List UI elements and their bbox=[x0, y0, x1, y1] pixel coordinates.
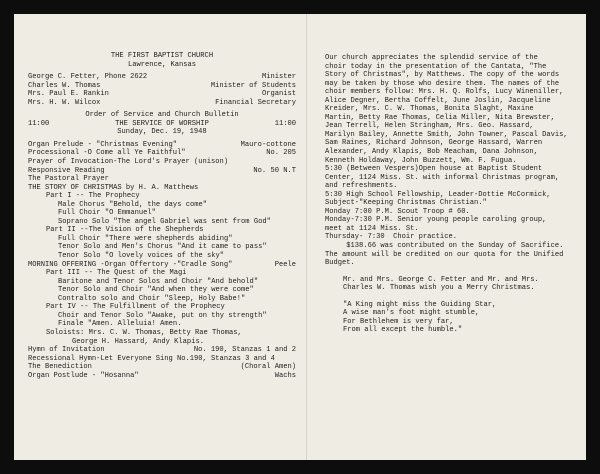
program-item bbox=[28, 303, 296, 312]
program-item bbox=[28, 192, 296, 201]
program-item-text: THE STORY OF CHRISTMAS by H. A. Matthews bbox=[28, 183, 199, 192]
program-item bbox=[28, 201, 296, 210]
service-time-right: 11:00 bbox=[274, 119, 296, 128]
announcement-line: Alexander, Andy Klapis, Bob Meacham, Dana Johnson, bbox=[325, 148, 538, 157]
greeting-line: Charles W. Thomas wish you a Merry Christmas. bbox=[343, 284, 535, 293]
program-item-ref: Peele bbox=[274, 260, 296, 269]
announcement-line: Story of Christmas", by Matthews. The copy of the words bbox=[325, 71, 560, 80]
staff-row bbox=[28, 90, 296, 99]
program-item-text: Part II --The Vision of the Shepherds bbox=[46, 226, 204, 235]
announcement-line: Kenneth Holdaway, John Buzzett, Wm. F. Fugua. bbox=[325, 156, 517, 165]
program-item-ref: No. 50 N.T bbox=[253, 166, 296, 175]
announcement-line: choir members follow: Mrs. H. Q. Rolfs, Lucy Wineniller, bbox=[325, 88, 564, 97]
program-item-text: Part I -- The Prophecy bbox=[46, 192, 140, 201]
program-item bbox=[28, 338, 296, 347]
program-item bbox=[28, 286, 296, 295]
program-item-text: Hymn of Invitation bbox=[28, 346, 105, 355]
program-item bbox=[28, 312, 296, 321]
service-time-left: 11:00 bbox=[28, 119, 50, 128]
announcement-line: and refreshments. bbox=[325, 182, 398, 191]
program-item bbox=[28, 226, 296, 235]
program-item bbox=[28, 372, 296, 381]
program-item-text: Processional -O Come all Ye Faithful" bbox=[28, 149, 186, 158]
announcement-line: Kreider, Mrs. C. W. Thomas, Bonita Slaght, Maxine bbox=[325, 105, 534, 114]
church-name: THE FIRST BAPTIST CHURCH bbox=[110, 52, 214, 60]
announcement-line: Sam Raines, Richard Johnson, George Hassard, Warren bbox=[325, 139, 543, 148]
service-title-row bbox=[28, 120, 296, 129]
program-item-text: Tenor Solo "O lovely voices of the sky" bbox=[58, 252, 225, 261]
program-item bbox=[28, 235, 296, 244]
program-item bbox=[28, 346, 296, 355]
program-item-text: Full Choir "O Emmanuel" bbox=[58, 209, 156, 218]
program-item-ref: No. 190, Stanzas 1 and 2 bbox=[193, 346, 296, 355]
announcement-line: 5:30 (Between Vespers)Open house at Baptist Student bbox=[325, 165, 543, 174]
program-item-text: Male Chorus "Behold, the days come" bbox=[58, 200, 207, 209]
program-item-text: Prayer of Invocation-The Lord's Prayer (unison) bbox=[28, 158, 229, 167]
program-item-text: Soprano Solo "The angel Gabriel was sent from God" bbox=[58, 217, 271, 226]
announcement-line: Thursday- 7:30 Choir practice. bbox=[325, 233, 457, 242]
christmas-greeting bbox=[325, 276, 575, 293]
program-item bbox=[28, 320, 296, 329]
left-column bbox=[28, 52, 296, 380]
program-list bbox=[28, 141, 296, 380]
program-item-ref: Mauro-cottone bbox=[240, 140, 296, 149]
program-item-text: Full Choir "There were shepherds abiding" bbox=[58, 234, 233, 243]
staff-name: Mrs. Paul E. Rankin bbox=[28, 90, 109, 99]
program-item-text: MORNING OFFERING -Organ Offertory -"Cradle Song" bbox=[28, 260, 233, 269]
program-item bbox=[28, 149, 296, 158]
program-item-text: Responsive Reading bbox=[28, 166, 105, 175]
announcement-line: Our church appreciates the splendid service of the bbox=[325, 54, 538, 62]
program-item-text: Soloists: Mrs. C. W. Thomas, Betty Rae Thomas, bbox=[46, 328, 242, 337]
announcement-line: Monday-7:30 P.M. Senior young people caroling group, bbox=[325, 216, 547, 225]
announcement-line: $138.66 was contributed on the Sunday of Sacrifice. bbox=[325, 242, 564, 251]
program-item bbox=[28, 175, 296, 184]
announcement-line: Subject-"Keeping Christmas Christian." bbox=[325, 199, 487, 208]
program-item-text: Contralto solo and Choir "Sleep, Holy Babe!" bbox=[58, 294, 246, 303]
program-item-ref: No. 205 bbox=[266, 149, 296, 158]
poem-line: "A King might miss the Guiding Star, bbox=[343, 300, 497, 309]
poem-line: From all except the humble." bbox=[343, 326, 463, 335]
staff-name: Charles W. Thomas bbox=[28, 81, 101, 90]
program-item bbox=[28, 252, 296, 261]
announcement-line: meet at 1124 Miss. St. bbox=[325, 224, 419, 233]
poem-line: A wise man's foot might stumble, bbox=[343, 309, 480, 318]
announcement-line: Monday 7:00 P.M. Scout Troop # 60. bbox=[325, 207, 470, 216]
program-item bbox=[28, 261, 296, 270]
staff-row bbox=[28, 82, 296, 91]
announcement-line: Marilyn Bailey, Annette Smith, John Towner, Pascal Davis, bbox=[325, 130, 568, 139]
program-item bbox=[28, 141, 296, 150]
program-item bbox=[28, 209, 296, 218]
staff-row bbox=[28, 73, 296, 82]
program-item bbox=[28, 329, 296, 338]
poem-line: For Bethlehem is very far, bbox=[343, 317, 454, 326]
staff-row bbox=[28, 99, 296, 108]
program-item bbox=[28, 269, 296, 278]
announcement-line: 5:30 High School Fellowship, Leader-Dottie McCormick, bbox=[325, 190, 551, 199]
service-date: Sunday, Dec. 19, 1948 bbox=[117, 128, 207, 137]
program-item-text: Part IV -- The Fulfillment of the Prophecy bbox=[46, 303, 225, 312]
service-title: THE SERVICE OF WORSHIP bbox=[115, 119, 209, 128]
staff-role: Financial Secretary bbox=[215, 98, 296, 107]
staff-name: George C. Fetter, Phone 2622 bbox=[28, 73, 148, 82]
program-item-text: Finale "Amen. Alleluia! Amen. bbox=[58, 320, 182, 329]
poem bbox=[325, 301, 575, 335]
announcement-line: Budget. bbox=[325, 259, 355, 268]
program-item-ref: (Choral Amen) bbox=[240, 363, 296, 372]
program-item bbox=[28, 218, 296, 227]
announcement-line: The amount will be credited on our quota for the Unified bbox=[325, 250, 564, 259]
bulletin-line: Order of Service and Church Bulletin bbox=[85, 111, 239, 120]
program-item bbox=[28, 184, 296, 193]
staff-role: Minister bbox=[261, 73, 296, 82]
program-item-text: Tenor Solo and Choir "And when they were come" bbox=[58, 286, 254, 295]
program-item-text: Recessional Hymn-Let Everyone Sing No.190, Stanzas 3 and 4 bbox=[28, 354, 275, 363]
staff-list bbox=[28, 73, 296, 107]
program-item bbox=[28, 355, 296, 364]
program-item-text: The Benediction bbox=[28, 363, 92, 372]
program-item bbox=[28, 363, 296, 372]
staff-role: Minister of Students bbox=[210, 81, 296, 90]
right-column bbox=[325, 54, 575, 335]
staff-role: Organist bbox=[261, 90, 296, 99]
program-item-text: Organ Prelude - "Christmas Evening" bbox=[28, 140, 177, 149]
program-item-text: The Pastoral Prayer bbox=[28, 175, 109, 184]
bulletin-page bbox=[14, 14, 586, 460]
announcements bbox=[325, 54, 575, 268]
announcement-line: Martin, Betty Rae Thomas, Celia Miller, Nita Brewster, bbox=[325, 113, 555, 122]
program-item-text: Organ Postlude - "Hosanna" bbox=[28, 371, 139, 380]
staff-name: Mrs. H. W. Wilcox bbox=[28, 98, 101, 107]
program-item bbox=[28, 158, 296, 167]
program-item bbox=[28, 295, 296, 304]
page-fold bbox=[306, 14, 307, 460]
announcement-line: Jean Terrell, Helen Stringham, Mrs. Geo. Hassard, bbox=[325, 122, 534, 131]
program-item bbox=[28, 243, 296, 252]
church-city: Lawrence, Kansas bbox=[127, 60, 197, 69]
announcement-line: Alice Degner, Bertha Coffelt, June Joslin, Jacqueline bbox=[325, 96, 551, 105]
announcement-line: choir today in the presentation of the Cantata, "The bbox=[325, 62, 547, 71]
program-item-text: Baritone and Tenor Solos and Choir "And behold" bbox=[58, 277, 259, 286]
program-item-text: Choir and Tenor Solo "Awake, put on thy strength" bbox=[58, 311, 267, 320]
program-item-text: Part III -- The Quest of the Magi bbox=[46, 269, 187, 278]
program-item-ref: Wachs bbox=[274, 371, 296, 380]
program-item bbox=[28, 278, 296, 287]
greeting-line: Mr. and Mrs. George C. Fetter and Mr. and Mrs. bbox=[343, 275, 539, 284]
program-item-text: George H. Hassard, Andy Klapis. bbox=[72, 337, 204, 346]
program-item-text: Tenor Solo and Men's Chorus "And it came to pass" bbox=[58, 243, 267, 252]
announcement-line: may be taken by those who desire them. The names of the bbox=[325, 79, 560, 88]
program-item bbox=[28, 167, 296, 176]
announcement-line: Center, 1124 Miss. St. with informal Christmas program, bbox=[325, 173, 560, 182]
